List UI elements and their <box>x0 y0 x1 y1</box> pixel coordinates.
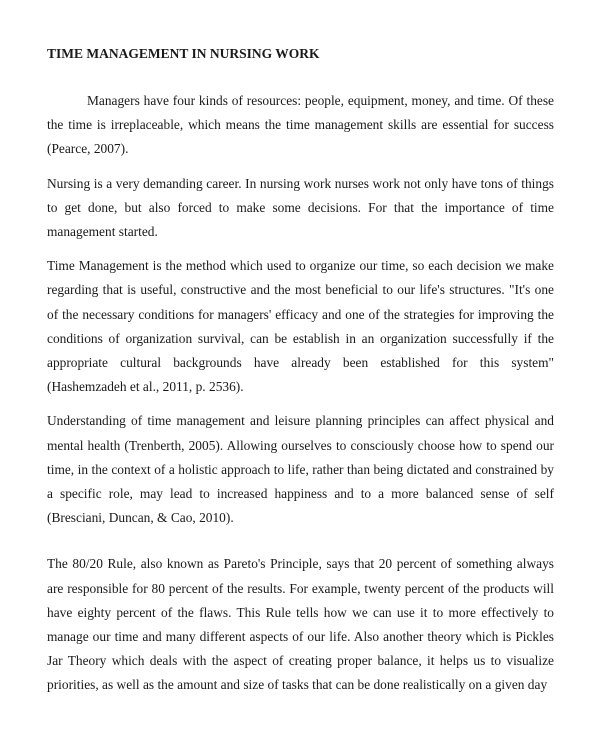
document-page <box>47 44 554 708</box>
paragraph-leisure-planning: Understanding of time management and leisure planning principles can affect physical and mental health (Trenberth, 2005). Allowing ourselves to consciously choose how to spend our time, in the context of a holistic approach to life, rather than being dictated and constrained by a specific role, may lead to increased happiness and to a more balanced sense of self (Bresciani, Duncan, & Cao, 2010). <box>47 413 554 526</box>
document-title: TIME MANAGEMENT IN NURSING WORK <box>47 46 320 61</box>
paragraph-pareto-rule: The 80/20 Rule, also known as Pareto's Principle, says that 20 percent of something always are responsible for 80 percent of the results. For example, twenty percent of the products will have eighty percent of the flaws. This Rule tells how we can use it to more effectively to manage our time and many different aspects of our life. Also another theory which is Pickles Jar Theory which deals with the aspect of creating proper balance, it helps us to visualize priorities, as well as the amount and size of tasks that can be done realistically on a given day <box>47 556 554 693</box>
paragraph-nursing-career: Nursing is a very demanding career. In nursing work nurses work not only have tons of things to get done, but also forced to make some decisions. For that the importance of time management started. <box>47 175 554 240</box>
paragraph-resources: Managers have four kinds of resources: people, equipment, money, and time. Of these the time is irreplaceable, which means the time management skills are essential for success (Pearce, 2007). <box>47 93 554 157</box>
paragraph-time-management-definition: Time Management is the method which used to organize our time, so each decision we make regarding that is useful, constructive and the most beneficial to our life's structures. "It's one of the necessary conditions for managers' efficacy and one of the strategies for improving the conditions of organization survival, can be establish in an organization successfully if the appropriate cultural backgrounds have already been established for this system" (Hashemzadeh et al., 2011, p. 2536). <box>47 258 554 395</box>
